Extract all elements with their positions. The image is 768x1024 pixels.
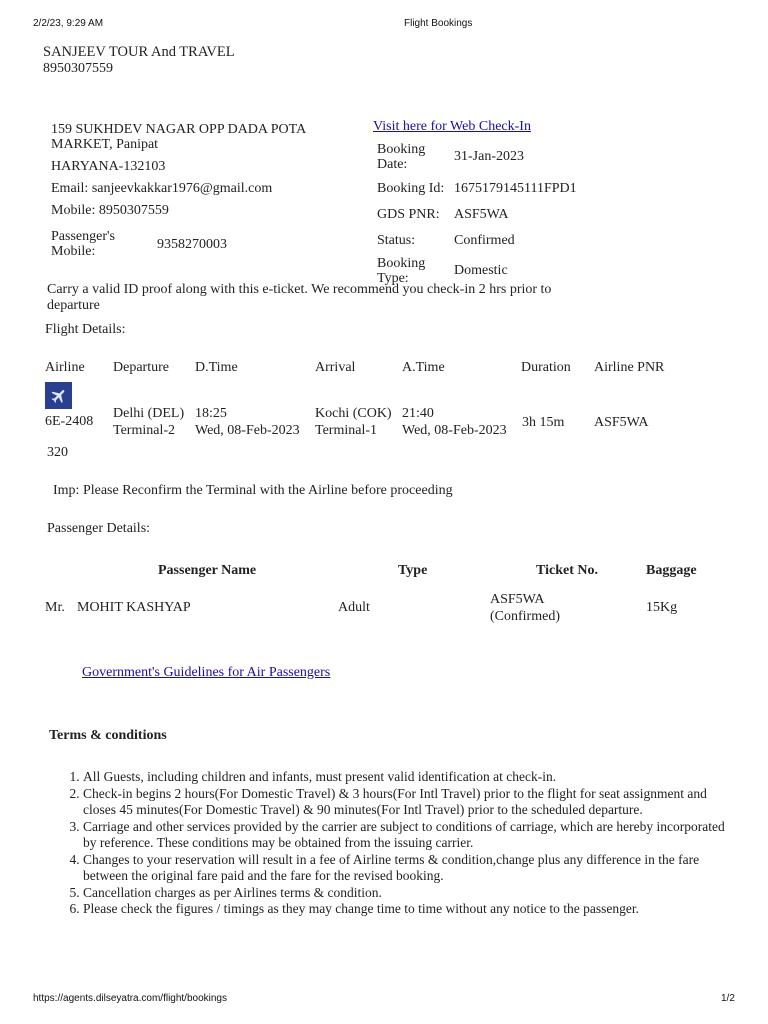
booking-type-value: Domestic (454, 263, 508, 278)
booking-id-label: Booking Id: (377, 181, 445, 196)
ticket-status: (Confirmed) (490, 609, 560, 624)
web-checkin-link[interactable]: Visit here for Web Check-In (373, 119, 531, 134)
booking-date-label-1: Booking (377, 142, 426, 157)
arrival-time: 21:40 (402, 406, 434, 421)
col-airline: Airline (45, 360, 85, 375)
address-line-2: MARKET, Panipat (51, 137, 159, 152)
agency-name: SANJEEV TOUR And TRAVEL (43, 44, 235, 60)
booking-date-value: 31-Jan-2023 (454, 149, 524, 164)
booking-date-label-2: Date: (377, 157, 408, 172)
terms-item: 4. Changes to your reservation will result in a fee of Airline terms & condition,change plus any difference in the fare between the original fare paid and the fare for the revised booking. (83, 852, 733, 885)
col-a-time: A.Time (402, 360, 445, 375)
passenger-mobile-value: 9358270003 (157, 237, 227, 252)
print-page-number: 1/2 (721, 993, 735, 1004)
col-arrival: Arrival (315, 360, 356, 375)
airline-pnr-value: ASF5WA (594, 415, 649, 430)
col-airline-pnr: Airline PNR (594, 360, 665, 375)
terms-item: 3. Carriage and other services provided by the carrier are subject to conditions of carriage, which are hereby incorporated by reference. These conditions may be obtained from the issuing carrier. (83, 819, 733, 852)
terms-item: 6. Please check the figures / timings as they may change time to time without any notice to the passenger. (83, 901, 733, 918)
departure-date: Wed, 08-Feb-2023 (195, 423, 300, 438)
terms-list (45, 769, 733, 918)
baggage-allowance: 15Kg (646, 600, 678, 615)
passenger-name: MOHIT KASHYAP (77, 600, 191, 615)
status-value: Confirmed (454, 233, 515, 248)
passenger-mobile-label-2: Mobile: (51, 244, 96, 259)
departure-terminal: Terminal-2 (113, 423, 175, 438)
print-url: https://agents.dilseyatra.com/flight/bookings (33, 993, 227, 1004)
terminal-reconfirm-note: Imp: Please Reconfirm the Terminal with the Airline before proceeding (53, 483, 453, 498)
booking-id-value: 1675179145111FPD1 (454, 181, 577, 196)
terms-item: 1. All Guests, including children and infants, must present valid identification at check-in. (83, 769, 733, 786)
flight-number: 6E-2408 (45, 414, 94, 429)
col-passenger-name: Passenger Name (158, 563, 257, 578)
gds-pnr-value: ASF5WA (454, 207, 509, 222)
address-line-3: HARYANA-132103 (51, 159, 166, 174)
agency-phone: 8950307559 (43, 61, 113, 76)
print-title: Flight Bookings (404, 18, 473, 29)
booking-type-label-2: Type: (377, 271, 409, 286)
ticket-number: ASF5WA (490, 592, 545, 607)
passenger-details-heading: Passenger Details: (47, 521, 151, 536)
aircraft-type: 320 (47, 445, 68, 460)
col-duration: Duration (521, 360, 571, 375)
col-departure: Departure (113, 360, 169, 375)
col-type: Type (398, 563, 428, 578)
id-proof-notice: Carry a valid ID proof along with this e-ticket. We recommend you check-in 2 hrs prior to departure (47, 282, 552, 313)
passenger-title: Mr. (45, 600, 65, 615)
flight-details-heading: Flight Details: (45, 322, 126, 337)
arrival-date: Wed, 08-Feb-2023 (402, 423, 507, 438)
departure-city: Delhi (DEL) (113, 406, 185, 421)
passenger-mobile-label-1: Passenger's (51, 229, 115, 244)
terms-item: 2. Check-in begins 2 hours(For Domestic Travel) & 3 hours(For Intl Travel) prior to the flight for seat assignment and closes 45 minutes(For Domestic Travel) & 90 minutes(For Intl Travel) prior to the scheduled departure. (83, 786, 733, 819)
arrival-city: Kochi (COK) (315, 406, 392, 421)
passenger-type: Adult (338, 600, 370, 615)
terms-heading: Terms & conditions (49, 728, 167, 743)
agency-mobile: Mobile: 8950307559 (51, 203, 169, 218)
col-d-time: D.Time (195, 360, 238, 375)
col-ticket-no: Ticket No. (536, 563, 598, 578)
gds-pnr-label: GDS PNR: (377, 207, 440, 222)
government-guidelines-link[interactable]: Government's Guidelines for Air Passengers (82, 665, 331, 680)
print-datetime: 2/2/23, 9:29 AM (33, 18, 104, 29)
address-line-1: 159 SUKHDEV NAGAR OPP DADA POTA (51, 122, 307, 137)
airplane-icon (45, 382, 72, 409)
flight-duration: 3h 15m (522, 415, 565, 430)
arrival-terminal: Terminal-1 (315, 423, 377, 438)
agency-email: Email: sanjeevkakkar1976@gmail.com (51, 181, 273, 196)
departure-time: 18:25 (195, 406, 227, 421)
col-baggage: Baggage (646, 563, 697, 578)
status-label: Status: (377, 233, 416, 248)
booking-type-label-1: Booking (377, 256, 426, 271)
terms-item: 5. Cancellation charges as per Airlines terms & condition. (83, 885, 733, 902)
